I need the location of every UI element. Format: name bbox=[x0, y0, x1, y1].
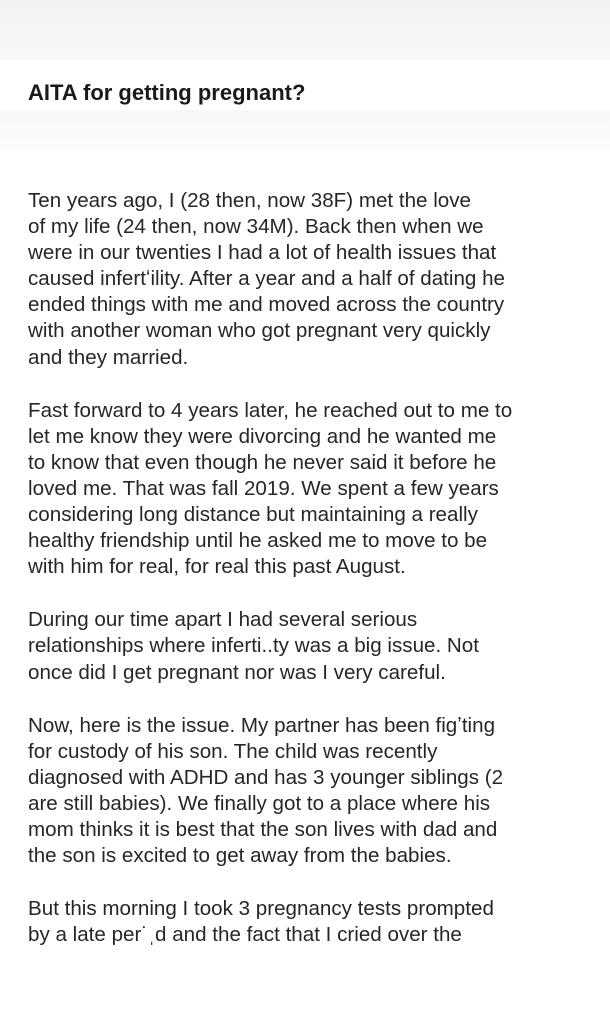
text-line: considering long distance but maintaining a really bbox=[28, 503, 478, 527]
text-line: are still babies). We finally got to a place where his bbox=[28, 791, 491, 815]
text-line: healthy friendship until he asked me to move to be bbox=[28, 529, 488, 553]
text-line: to know that even though he never said it before he bbox=[28, 450, 497, 474]
text-line: Ten years ago, I (28 then, now 38F) met the love bbox=[28, 189, 472, 212]
text-line: mom thinks it is best that the son lives with dad and bbox=[28, 817, 498, 841]
text-line: diagnosed with ADHD and has 3 younger siblings (2 bbox=[28, 765, 504, 789]
text-line: Now, here is the issue. My partner has been figʼting bbox=[28, 713, 496, 737]
text-line: for custody of his son. The child was recently bbox=[28, 739, 438, 763]
post-body bbox=[28, 188, 588, 975]
post-paragraph bbox=[28, 188, 588, 371]
post-paragraph bbox=[28, 896, 588, 948]
text-line: of my life (24 then, now 34M). Back then when we bbox=[28, 215, 484, 239]
blurred-meta-region bbox=[0, 110, 610, 150]
text-line: with him for real, for real this past August. bbox=[28, 555, 406, 579]
text-line: were in our twenties I had a lot of health issues that bbox=[28, 241, 497, 265]
post-title: AITA for getting pregnant? bbox=[28, 80, 306, 105]
text-line: relationships where inferti..ty was a big issue. Not bbox=[28, 634, 479, 658]
text-line: ended things with me and moved across the country bbox=[28, 293, 505, 317]
text-line: the son is excited to get away from the babies. bbox=[28, 844, 452, 868]
text-line: once did I get pregnant nor was I very careful. bbox=[28, 660, 446, 684]
text-line: loved me. That was fall 2019. We spent a few years bbox=[28, 476, 499, 500]
text-line: and they married. bbox=[28, 345, 189, 369]
post-paragraph bbox=[28, 713, 588, 870]
text-line: let me know they were divorcing and he wanted me bbox=[28, 424, 497, 448]
text-line: by a late per˙ˌd and the fact that I cried over the bbox=[28, 923, 462, 947]
blurred-header-region bbox=[0, 0, 610, 60]
text-line: with another woman who got pregnant very quickly bbox=[28, 319, 491, 343]
post-paragraph bbox=[28, 607, 588, 685]
text-line: During our time apart I had several serious bbox=[28, 608, 418, 632]
post-paragraph bbox=[28, 398, 588, 581]
text-line: Fast forward to 4 years later, he reached out to me to bbox=[28, 398, 513, 422]
text-line: But this morning I took 3 pregnancy tests prompted bbox=[28, 897, 494, 921]
text-line: caused infertʻility. After a year and a half of dating he bbox=[28, 267, 505, 291]
